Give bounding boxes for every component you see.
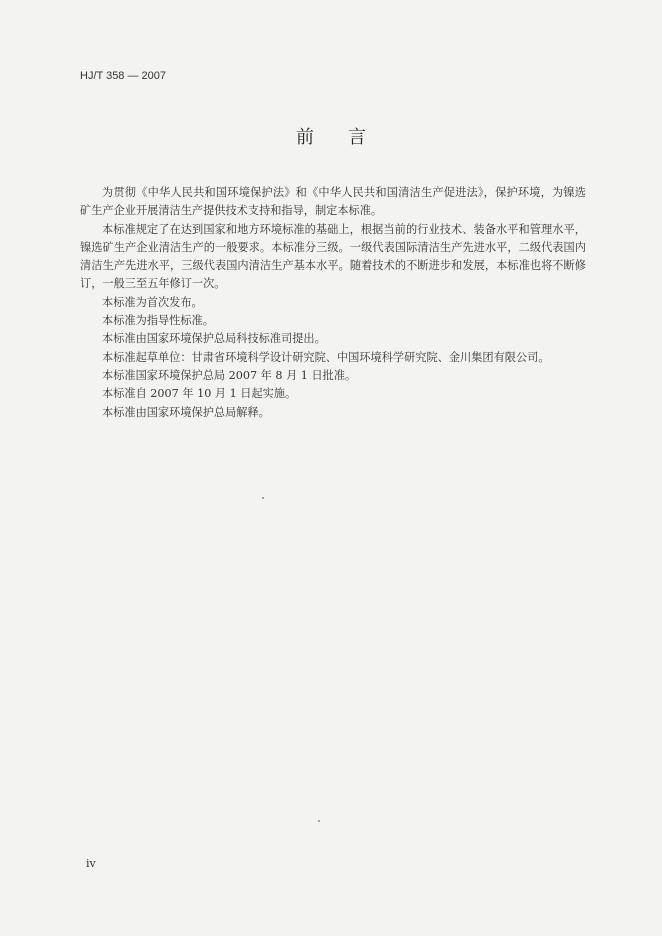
page-number: iv [86, 857, 96, 870]
paragraph-proposer: 本标准由国家环境保护总局科技标准司提出。 [102, 332, 326, 346]
paragraph-approval: 本标准国家环境保护总局 2007 年 8 月 1 日批准。 [102, 368, 357, 382]
paragraph-guidance: 本标准为指导性标准。 [102, 314, 214, 328]
foreword-body [80, 184, 586, 422]
standard-number: HJ/T 358 — 2007 [80, 70, 167, 82]
paragraph-interpretation: 本标准由国家环境保护总局解释。 [102, 405, 270, 419]
scan-speck [262, 497, 264, 499]
paragraph-purpose: 为贯彻《中华人民共和国环境保护法》和《中华人民共和国清洁生产促进法》，保护环境，为镍选矿生产企业开展清洁生产提供技术支持和指导，制定本标准。 [80, 186, 586, 218]
paragraph-effective-date: 本标准自 2007 年 10 月 1 日起实施。 [102, 387, 297, 401]
paragraph-scope: 本标准规定了在达到国家和地方环境标准的基础上，根据当前的行业技术、装备水平和管理水平，镍选矿生产企业清洁生产的一般要求。本标准分三级。一级代表国际清洁生产先进水平，二级代表国内清洁生产先进水平，三级代表国内清洁生产基本水平。随着技术的不断进步和发展，本标准也将不断修订，一般三至五年修订一次。 [80, 222, 586, 291]
paragraph-first-release: 本标准为首次发布。 [102, 295, 203, 309]
scan-speck [318, 820, 320, 822]
page-title: 前言 [296, 127, 400, 148]
paragraph-drafters: 本标准起草单位：甘肃省环境科学设计研究院、中国环境科学研究院、金川集团有限公司。 [102, 350, 550, 364]
